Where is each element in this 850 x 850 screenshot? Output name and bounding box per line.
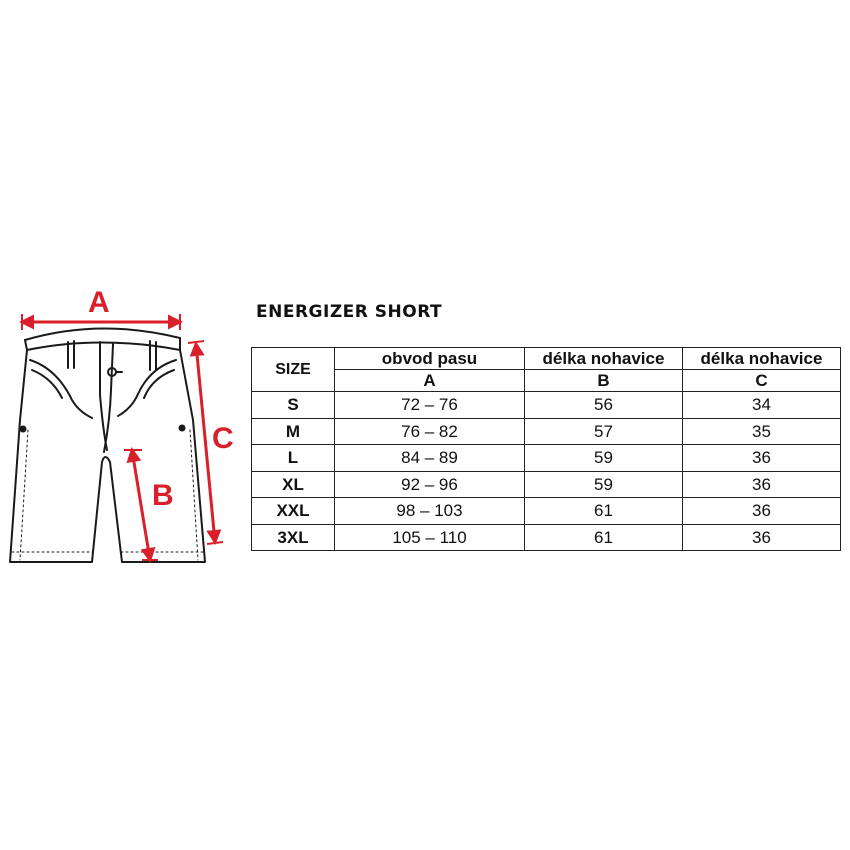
outseam-cell: 36 (683, 524, 841, 551)
fly-seam (100, 342, 107, 450)
outseam-cell: 36 (683, 498, 841, 525)
outseam-cell: 35 (683, 418, 841, 445)
right-pocket (118, 360, 176, 416)
header-row-names (252, 348, 841, 370)
inseam-cell: 56 (525, 392, 683, 419)
inseam-cell: 59 (525, 445, 683, 472)
shorts-body (10, 350, 205, 562)
size-cell: L (252, 445, 335, 472)
shorts-measurement-diagram (0, 280, 250, 580)
waist-cell: 92 – 96 (335, 471, 525, 498)
waist-cell: 105 – 110 (335, 524, 525, 551)
header-inseam: délka nohavice (525, 348, 683, 370)
size-table (251, 347, 841, 551)
product-title: ENERGIZER SHORT (256, 302, 443, 322)
size-cell: S (252, 392, 335, 419)
header-waist: obvod pasu (335, 348, 525, 370)
waist-cell: 98 – 103 (335, 498, 525, 525)
waist-cell: 84 – 89 (335, 445, 525, 472)
waist-cell: 76 – 82 (335, 418, 525, 445)
size-cell: 3XL (252, 524, 335, 551)
header-size: SIZE (252, 348, 335, 392)
outseam-cell: 36 (683, 471, 841, 498)
inseam-cell: 59 (525, 471, 683, 498)
table-row (252, 445, 841, 472)
left-pocket (30, 360, 92, 418)
header-code-a: A (335, 370, 525, 392)
shorts-illustration (0, 280, 250, 580)
label-a: A (88, 286, 110, 319)
table-row (252, 498, 841, 525)
header-code-b: B (525, 370, 683, 392)
table-row (252, 471, 841, 498)
shorts-outline (10, 328, 205, 562)
table-row (252, 418, 841, 445)
header-code-c: C (683, 370, 841, 392)
header-outseam: délka nohavice (683, 348, 841, 370)
inseam-cell: 61 (525, 524, 683, 551)
inseam-cell: 61 (525, 498, 683, 525)
waistband-bottom (27, 343, 180, 351)
table-row (252, 392, 841, 419)
label-c: C (212, 422, 234, 455)
size-cell: M (252, 418, 335, 445)
waist-cell: 72 – 76 (335, 392, 525, 419)
header-row-codes (252, 370, 841, 392)
label-b: B (152, 479, 174, 512)
outseam-cell: 36 (683, 445, 841, 472)
size-cell: XL (252, 471, 335, 498)
outseam-cell: 34 (683, 392, 841, 419)
inseam-cell: 57 (525, 418, 683, 445)
table-row (252, 524, 841, 551)
size-cell: XXL (252, 498, 335, 525)
waistband-top (25, 328, 180, 340)
